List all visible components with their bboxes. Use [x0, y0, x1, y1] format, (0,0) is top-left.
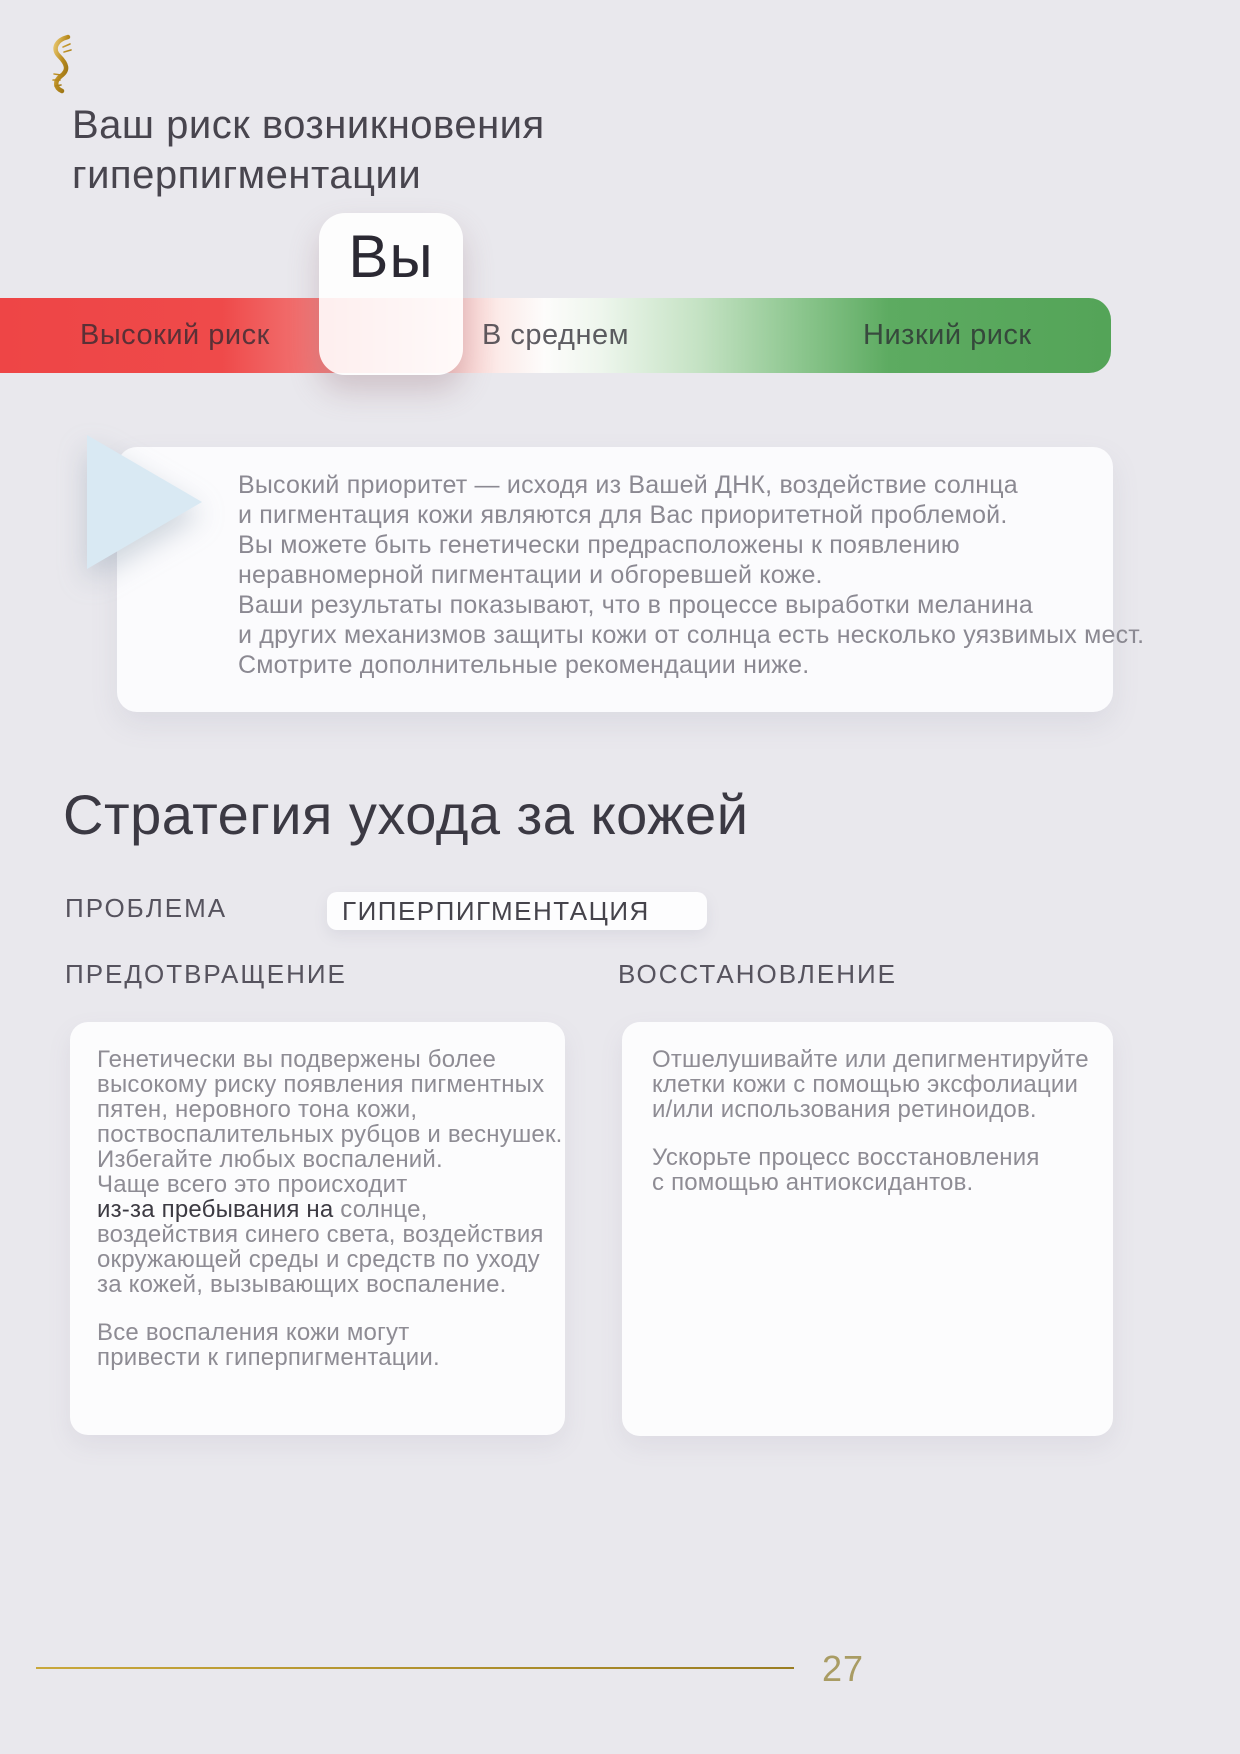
prevention-emphasis-bold: из-за пребывания на — [97, 1196, 334, 1223]
risk-label-medium: В среднем — [482, 319, 630, 351]
recovery-card — [622, 1022, 1113, 1436]
column-header-prevention: ПРЕДОТВРАЩЕНИЕ — [65, 959, 347, 989]
column-header-recovery: ВОССТАНОВЛЕНИЕ — [618, 959, 898, 989]
recovery-paragraph-2: Ускорьте процесс восстановления с помощью антиоксидантов. — [652, 1144, 1040, 1196]
problem-label: ПРОБЛЕМА — [65, 893, 228, 923]
problem-value: ГИПЕРПИГМЕНТАЦИЯ — [342, 895, 650, 926]
recovery-paragraph-1: Отшелушивайте или депигментируйте клетки кожи с помощью эксфолиации и/или использования ретиноидов. — [652, 1046, 1089, 1123]
risk-label-high: Высокий риск — [80, 319, 270, 351]
prevention-paragraph-1-tail: воздействия синего света, воздействия окружающей среды и средств по уходу за кожей, вызывающих воспаление. — [97, 1221, 544, 1298]
problem-value-chip — [327, 892, 707, 930]
priority-note-panel — [117, 447, 1145, 712]
page-title: Ваш риск возникновения гиперпигментации — [72, 103, 545, 197]
risk-marker-label: Вы — [348, 223, 434, 290]
strategy-section-title: Стратегия ухода за кожей — [63, 783, 749, 846]
prevention-emphasis-line — [97, 1197, 565, 1222]
risk-scale-bar — [0, 298, 1111, 373]
prevention-emphasis-rest: солнце, — [333, 1196, 428, 1223]
footer-divider — [36, 1667, 794, 1669]
prevention-card — [70, 1022, 565, 1435]
risk-label-low: Низкий риск — [863, 319, 1032, 351]
priority-note-text: Высокий приоритет — исходя из Вашей ДНК, воздействие солнца и пигментация кожи являются для Вас приоритетной проблемой. Вы можете быть генетически предрасположены к появлению неравномерной пигментации и обгоревшей коже. Ваши результаты показывают, что в процессе выработки меланина и других механизмов защиты кожи от солнца есть несколько уязвимых мест. Смотрите дополнительные рекомендации ниже. — [238, 471, 1145, 679]
risk-marker-you — [319, 213, 463, 375]
prevention-paragraph-1: Генетически вы подвержены более высокому риску появления пигментных пятен, неровного тона кожи, поствоспалительных рубцов и веснушек. Избегайте любых воспалений. Чаще всего это происходит — [97, 1046, 563, 1198]
dna-logo-icon — [46, 34, 78, 94]
page-number: 27 — [822, 1648, 865, 1689]
triangle-pointer-icon — [80, 428, 210, 578]
prevention-paragraph-2: Все воспаления кожи могут привести к гиперпигментации. — [97, 1319, 440, 1371]
